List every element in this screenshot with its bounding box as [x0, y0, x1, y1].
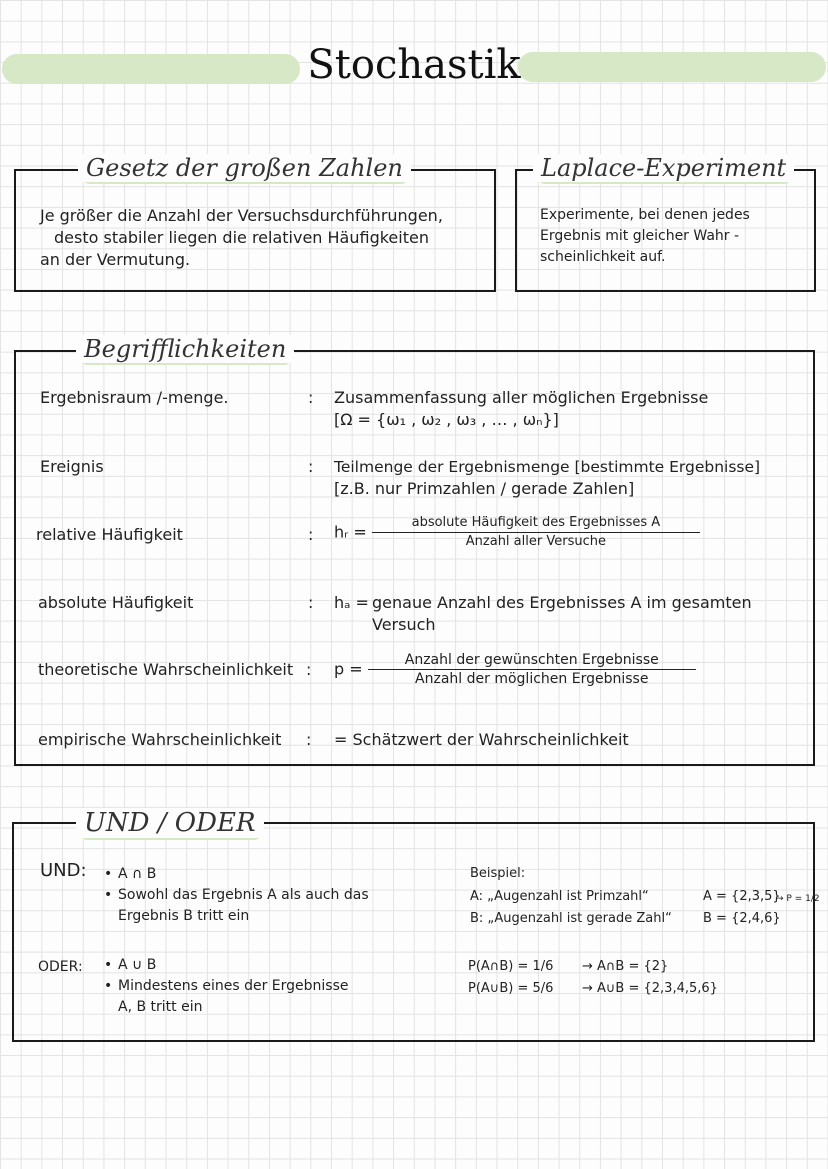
law-line-3: an der Vermutung.	[40, 250, 191, 269]
andor-heading-text: UND / ODER	[84, 808, 256, 838]
or-result: → A∪B = {2,3,4,5,6}	[582, 981, 718, 996]
laplace-heading	[533, 154, 794, 182]
def-ereignis-line-2: [z.B. nur Primzahlen / gerade Zahlen]	[334, 479, 635, 498]
page-title: Stochastik	[307, 42, 521, 88]
def-absolute-haeufigkeit	[372, 592, 812, 636]
oder-item-1	[104, 955, 464, 976]
oder-item-1-text: A ∪ B	[118, 957, 157, 973]
laplace-heading-text: Laplace-Experiment	[541, 154, 787, 182]
def-absolute-line-1: genaue Anzahl des Ergebnisses A im gesamten	[372, 593, 752, 612]
example-b-set: B = {2,4,6}	[703, 911, 781, 926]
and-result: → A∩B = {2}	[582, 959, 669, 974]
bullet-icon: •	[104, 978, 113, 994]
andor-heading	[76, 808, 264, 838]
laplace-line-1: Experimente, bei denen jedes	[540, 207, 750, 223]
bullet-icon: •	[104, 957, 113, 973]
term-absolute-haeufigkeit: absolute Häufigkeit	[38, 593, 194, 612]
symbol-hr: hᵣ =	[334, 522, 367, 542]
term-sep-2: :	[308, 525, 314, 544]
und-label: UND:	[40, 860, 87, 881]
example-a-set: A = {2,3,5}	[703, 889, 781, 904]
symbol-ha: hₐ =	[334, 593, 369, 612]
law-line-2: desto stabiler liegen die relativen Häufigkeiten	[54, 228, 429, 247]
und-item-2-text: Sowohl das Ergebnis A als auch das	[118, 887, 369, 903]
fraction-relative-numerator: absolute Häufigkeit des Ergebnisses A	[372, 514, 700, 533]
law-line-1: Je größer die Anzahl der Versuchsdurchführungen,	[40, 206, 443, 225]
laplace-text	[540, 205, 810, 268]
term-ergebnisraum: Ergebnisraum /-menge.	[40, 388, 229, 407]
oder-list	[104, 955, 464, 1018]
und-item-2-cont: Ergebnis B tritt ein	[118, 908, 250, 924]
term-sep-3: :	[308, 593, 314, 612]
und-item-1	[104, 864, 464, 885]
fraction-theoretical-denominator: Anzahl der möglichen Ergebnisse	[415, 671, 649, 687]
term-ereignis: Ereignis	[40, 457, 104, 476]
term-sep-5: :	[306, 730, 312, 749]
fraction-relative	[372, 514, 700, 551]
prob-or: P(A∪B) = 5/6	[468, 981, 554, 996]
oder-item-2-cont: A, B tritt ein	[118, 999, 203, 1015]
def-absolute-line-2: Versuch	[372, 615, 436, 634]
und-item-2	[104, 885, 464, 906]
law-heading	[78, 154, 411, 182]
example-b: B: „Augenzahl ist gerade Zahl“	[470, 911, 672, 926]
bullet-icon: •	[104, 887, 113, 903]
term-theoretische-wahrscheinlichkeit: theoretische Wahrscheinlichkeit	[38, 660, 294, 679]
example-label: Beispiel:	[470, 866, 526, 881]
prob-and: P(A∩B) = 1/6	[468, 959, 554, 974]
def-ereignis	[334, 456, 809, 500]
term-sep-0: :	[308, 388, 314, 407]
oder-label: ODER:	[38, 959, 83, 975]
laplace-line-3: scheinlichkeit auf.	[540, 249, 666, 265]
symbol-p: p =	[334, 659, 363, 679]
law-text	[40, 205, 490, 271]
term-sep-1: :	[308, 457, 314, 476]
law-heading-text: Gesetz der großen Zahlen	[86, 154, 403, 182]
und-item-1-text: A ∩ B	[118, 866, 157, 882]
example-a: A: „Augenzahl ist Primzahl“	[470, 889, 649, 904]
def-theoretische	[334, 651, 696, 688]
terms-heading-text: Begrifflichkeiten	[84, 335, 287, 363]
oder-item-2	[104, 976, 464, 997]
term-empirische-wahrscheinlichkeit: empirische Wahrscheinlichkeit	[38, 730, 282, 749]
fraction-relative-denominator: Anzahl aller Versuche	[465, 534, 606, 549]
term-sep-4: :	[306, 660, 312, 679]
fraction-theoretical	[368, 651, 696, 688]
terms-heading	[76, 335, 294, 363]
example-p: → P = 1/2	[776, 894, 820, 904]
def-empirische: = Schätzwert der Wahrscheinlichkeit	[334, 730, 629, 749]
oder-item-2-text: Mindestens eines der Ergebnisse	[118, 978, 349, 994]
def-ergebnisraum	[334, 387, 804, 431]
fraction-theoretical-numerator: Anzahl der gewünschten Ergebnisse	[368, 651, 696, 670]
def-ergebnisraum-line-1: Zusammenfassung aller möglichen Ergebnisse	[334, 388, 709, 407]
def-ergebnisraum-line-2: [Ω = {ω₁ , ω₂ , ω₃ , … , ωₙ}]	[334, 410, 559, 429]
laplace-line-2: Ergebnis mit gleicher Wahr -	[540, 228, 740, 244]
bullet-icon: •	[104, 866, 113, 882]
def-relative-haeufigkeit	[334, 514, 700, 551]
def-ereignis-line-1: Teilmenge der Ergebnismenge [bestimmte Ergebnisse]	[334, 458, 761, 476]
term-relative-haeufigkeit: relative Häufigkeit	[36, 525, 183, 544]
und-list	[104, 864, 464, 927]
